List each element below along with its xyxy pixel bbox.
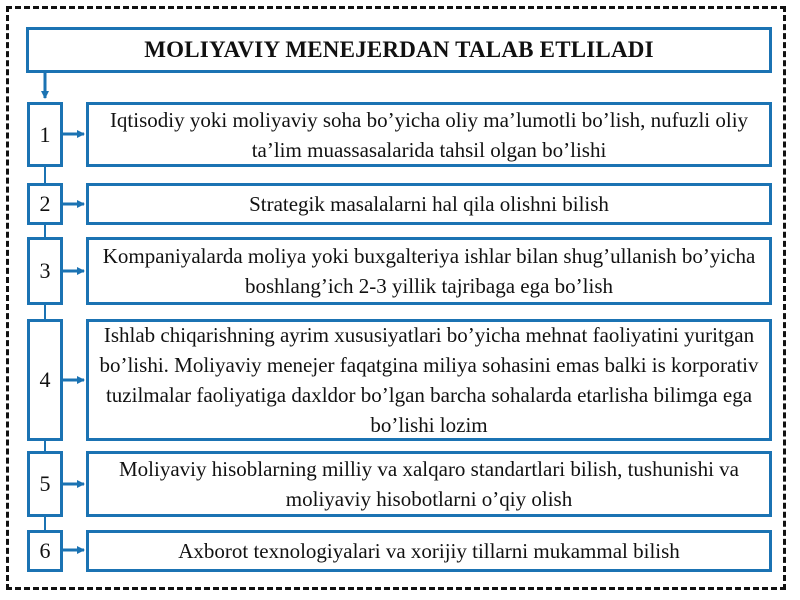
item-text: Iqtisodiy yoki moliyaviy soha bo’yicha oliy ma’lumotli bo’lish, nufuzli oliy ta’lim muassasalarida tahsil olgan bo’lishi bbox=[86, 102, 772, 167]
item-text: Axborot texnologiyalari va xorijiy tillarni mukammal bilish bbox=[86, 530, 772, 572]
item-number: 5 bbox=[27, 451, 63, 517]
item-number: 1 bbox=[27, 102, 63, 167]
item-number: 6 bbox=[27, 530, 63, 572]
item-text: Strategik masalalarni hal qila olishni bilish bbox=[86, 183, 772, 225]
diagram-title: MOLIYAVIY MENEJERDAN TALAB ETLILADI bbox=[26, 27, 772, 73]
item-number: 3 bbox=[27, 237, 63, 305]
item-number: 2 bbox=[27, 183, 63, 225]
item-number: 4 bbox=[27, 319, 63, 441]
item-text: Moliyaviy hisoblarning milliy va xalqaro standartlari bilish, tushunishi va moliyaviy hisobotlarni o’qiy olish bbox=[86, 451, 772, 517]
item-text: Ishlab chiqarishning ayrim xususiyatlari bo’yicha mehnat faoliyatini yuritgan bo’lishi. Moliyaviy menejer faqatgina miliya sohasini emas balki is korporativ tuzilmalar faoliyatiga daxldor bo’lgan barcha sohalarda etarlisha bilimga ega bo’lishi lozim bbox=[86, 319, 772, 441]
item-text: Kompaniyalarda moliya yoki buxgalteriya ishlar bilan shug’ullanish bo’yicha boshlang’ich 2-3 yillik tajribaga ega bo’lish bbox=[86, 237, 772, 305]
